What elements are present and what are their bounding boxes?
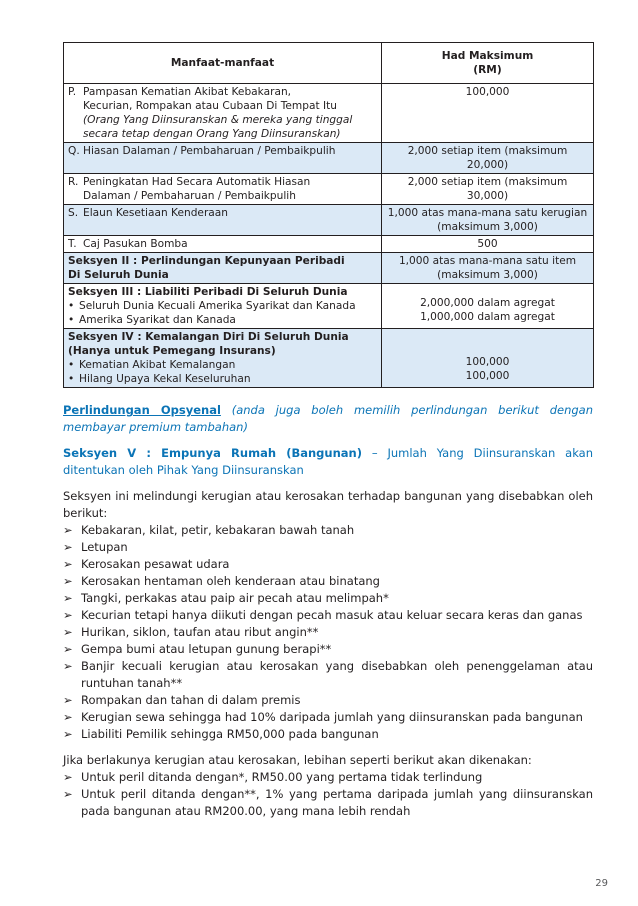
arrow-bullet-icon: ➢ (63, 642, 73, 656)
list-item: ➢ Untuk peril ditanda dengan*, RM50.00 yang pertama tidak terlindung (63, 770, 483, 784)
table-row-t: T. Caj Pasukan Bomba 500 (64, 236, 594, 253)
table-row-r: R. Peningkatan Had Secara Automatik Hiasan Dalaman / Pembaharuan / Pembaikpulih 2,000 setiap item (maksimum 30,000) (64, 174, 594, 205)
amount-t: 500 (382, 236, 594, 253)
list-item: ➢ Banjir kecuali kerugian atau kerosakan yang disebabkan oleh penenggelaman atau runtuhan tanah** (63, 659, 593, 690)
amount-section4: 100,000 100,000 (382, 329, 594, 388)
list-item: ➢ Liabiliti Pemilik sehingga RM50,000 pada bangunan (63, 727, 379, 741)
arrow-bullet-icon: ➢ (63, 693, 73, 707)
amount-section2: 1,000 atas mana-mana satu item (maksimum 3,000) (382, 253, 594, 284)
table-row-s: S. Elaun Kesetiaan Kenderaan 1,000 atas mana-mana satu kerugian (maksimum 3,000) (64, 205, 594, 236)
arrow-bullet-icon: ➢ (63, 523, 73, 537)
list-item: ➢ Letupan (63, 540, 128, 554)
list-item: ➢ Kerosakan pesawat udara (63, 557, 230, 571)
section5-title: Seksyen V : Empunya Rumah (Bangunan) (63, 446, 362, 460)
arrow-bullet-icon: ➢ (63, 727, 73, 741)
list-item: ➢ Rompakan dan tahan di dalam premis (63, 693, 301, 707)
list-item: ➢ Kerugian sewa sehingga had 10% daripada jumlah yang diinsuranskan pada bangunan (63, 710, 583, 724)
section5-desc: – Jumlah Yang Diinsuranskan akan ditentukan oleh Pihak Yang Diinsuranskan (63, 446, 593, 477)
table-row-q: Q. Hiasan Dalaman / Pembaharuan / Pembaikpulih 2,000 setiap item (maksimum 20,000) (64, 143, 594, 174)
arrow-bullet-icon: ➢ (63, 557, 73, 571)
arrow-bullet-icon: ➢ (63, 710, 73, 724)
perils-list (63, 522, 593, 743)
header-max-limit: Had Maksimum (RM) (382, 43, 594, 84)
bullet-icon: • (68, 300, 75, 312)
list-item: ➢ Kerosakan hentaman oleh kenderaan atau binatang (63, 574, 380, 588)
table-row-section2: Seksyen II : Perlindungan Kepunyaan Peribadi Di Seluruh Dunia 1,000 atas mana-mana satu item (maksimum 3,000) (64, 253, 594, 284)
arrow-bullet-icon: ➢ (63, 625, 73, 639)
excess-list (63, 769, 593, 820)
arrow-bullet-icon: ➢ (63, 540, 73, 554)
benefits-table (63, 42, 594, 388)
section5-heading (63, 445, 593, 479)
list-item: ➢ Hurikan, siklon, taufan atau ribut angin** (63, 625, 319, 639)
excess-intro: Jika berlakunya kerugian atau kerosakan, lebihan seperti berikut akan dikenakan: (63, 753, 532, 767)
arrow-bullet-icon: ➢ (63, 591, 73, 605)
arrow-bullet-icon: ➢ (63, 787, 73, 801)
optional-note: (anda juga boleh memilih perlindungan berikut dengan membayar premium tambahan) (63, 403, 593, 434)
table-row-p: P. Pampasan Kematian Akibat Kebakaran, Kecurian, Rompakan atau Cubaan Di Tempat Itu (Orang Yang Diinsuranskan & mereka yang tinggal secara tetap dengan Orang Yang Diinsuranskan) 100,000 (64, 84, 594, 143)
section5-intro: Seksyen ini melindungi kerugian atau kerosakan terhadap bangunan yang disebabkan oleh berikut: (63, 489, 593, 520)
arrow-bullet-icon: ➢ (63, 770, 73, 784)
table-row-section4: Seksyen IV : Kemalangan Diri Di Seluruh Dunia (Hanya untuk Pemegang Insurans) • Kematian Akibat Kemalangan • Hilang Upaya Kekal Keseluruhan 100,000 100,000 (64, 329, 594, 388)
list-item: ➢ Tangki, perkakas atau paip air pecah atau melimpah* (63, 591, 389, 605)
list-item: ➢ Kecurian tetapi hanya diikuti dengan pecah masuk atau keluar secara keras dan ganas (63, 608, 583, 622)
amount-section3: 2,000,000 dalam agregat 1,000,000 dalam agregat (382, 284, 594, 329)
page-content (63, 42, 593, 820)
amount-r: 2,000 setiap item (maksimum 30,000) (382, 174, 594, 205)
page-number: 29 (595, 878, 608, 889)
bullet-icon: • (68, 373, 75, 385)
amount-s: 1,000 atas mana-mana satu kerugian (maksimum 3,000) (382, 205, 594, 236)
bullet-icon: • (68, 314, 75, 326)
table-row-section3: Seksyen III : Liabiliti Peribadi Di Seluruh Dunia • Seluruh Dunia Kecuali Amerika Syarikat dan Kanada • Amerika Syarikat dan Kanada 2,000,000 dalam agregat 1,000,000 dalam agregat (64, 284, 594, 329)
header-benefits: Manfaat-manfaat (64, 43, 382, 84)
optional-coverage (63, 402, 593, 436)
list-item: ➢ Untuk peril ditanda dengan**, 1% yang pertama daripada jumlah yang diinsuranskan pada bangunan atau RM200.00, yang mana lebih rendah (63, 787, 593, 818)
arrow-bullet-icon: ➢ (63, 608, 73, 622)
amount-p: 100,000 (382, 84, 594, 143)
list-item: ➢ Kebakaran, kilat, petir, kebakaran bawah tanah (63, 523, 355, 537)
arrow-bullet-icon: ➢ (63, 574, 73, 588)
bullet-icon: • (68, 359, 75, 371)
arrow-bullet-icon: ➢ (63, 659, 73, 673)
optional-title: Perlindungan Opsyenal (63, 403, 221, 417)
amount-q: 2,000 setiap item (maksimum 20,000) (382, 143, 594, 174)
table-header-row (64, 43, 594, 84)
list-item: ➢ Gempa bumi atau letupan gunung berapi** (63, 642, 332, 656)
